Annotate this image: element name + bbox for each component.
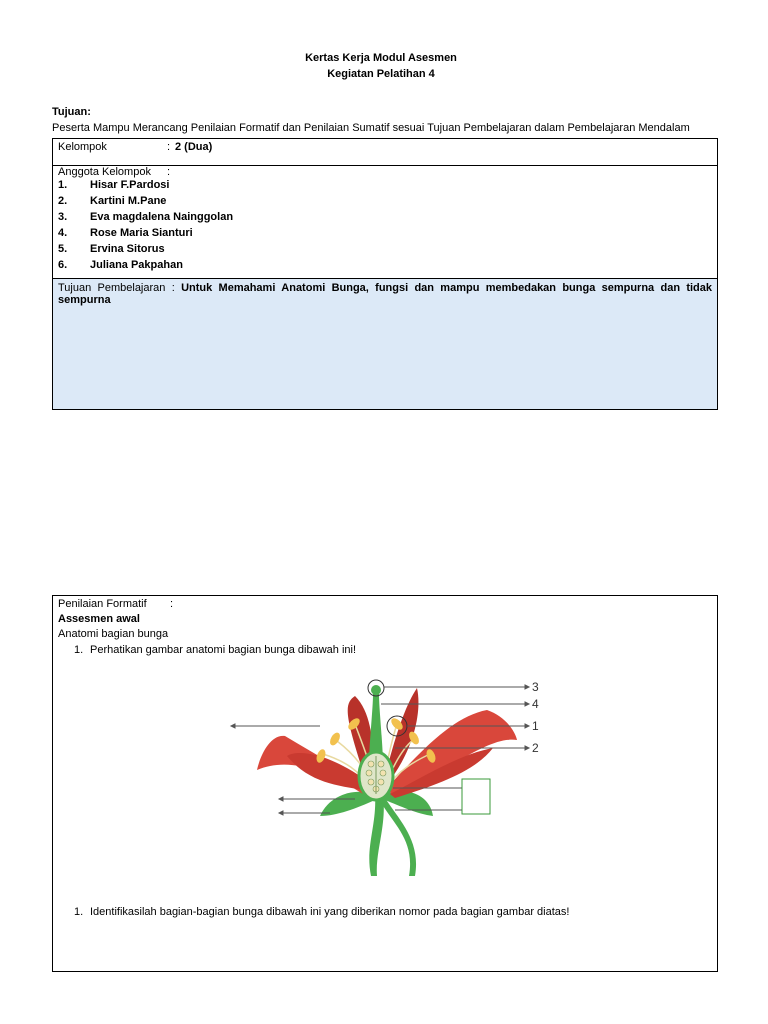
diagram-label: 2: [532, 741, 539, 755]
arrowhead-shape: [231, 724, 235, 728]
item-number: 1.: [74, 906, 84, 918]
ovule-shape: [366, 770, 372, 776]
assesmen-awal-heading: Assesmen awal: [58, 613, 140, 625]
tujuan-pembelajaran-value: Untuk Memahami Anatomi Bunga, fungsi dan mampu membedakan bunga sempurna dan tidak sempurna: [58, 282, 713, 306]
anggota-label: Anggota Kelompok: [58, 166, 151, 178]
kelompok-value: 2 (Dua): [175, 141, 213, 153]
item-text: Perhatikan gambar anatomi bagian bunga dibawah ini!: [90, 644, 357, 656]
member-name: Juliana Pakpahan: [90, 259, 183, 271]
kelompok-row: [53, 139, 717, 166]
member-number: 1.: [58, 179, 68, 191]
arrowhead-shape: [525, 702, 529, 706]
kelompok-colon: :: [167, 141, 171, 153]
anggota-colon: :: [167, 166, 171, 178]
ovule-shape: [380, 770, 386, 776]
arrowhead-shape: [525, 685, 529, 689]
arrowhead-shape: [279, 811, 283, 815]
anther-shape: [328, 731, 342, 747]
flower-anatomy-diagram: [225, 676, 555, 881]
anggota-row: [53, 166, 717, 279]
ovule-shape: [368, 761, 374, 767]
stem-shape: [369, 794, 384, 876]
arrowhead-shape: [525, 746, 529, 750]
tujuan-heading: Tujuan:: [52, 106, 91, 118]
arrowhead-shape: [525, 724, 529, 728]
diagram-label: 3: [532, 680, 539, 694]
member-name: Rose Maria Sianturi: [90, 227, 193, 239]
kelompok-label: Kelompok: [58, 141, 107, 153]
topic-text: Anatomi bagian bunga: [58, 628, 169, 640]
member-number: 4.: [58, 227, 68, 239]
arrowhead-shape: [279, 797, 283, 801]
ovule-shape: [378, 779, 384, 785]
member-name: Hisar F.Pardosi: [90, 179, 170, 191]
tujuan-pembelajaran-label: Tujuan Pembelajaran :: [58, 282, 175, 294]
item-number: 1.: [74, 644, 84, 656]
stigma-shape: [371, 685, 381, 695]
document-title: Kertas Kerja Modul Asesmen: [305, 52, 457, 64]
item-text: Identifikasilah bagian-bagian bunga dibawah ini yang diberikan nomor pada bagian gambar diatas!: [90, 906, 570, 918]
formatif-colon: :: [170, 598, 174, 610]
answer-box: [462, 779, 490, 814]
ovule-shape: [378, 761, 384, 767]
member-name: Kartini M.Pane: [90, 195, 167, 207]
diagram-label: 4: [532, 697, 539, 711]
diagram-label: 1: [532, 719, 539, 733]
member-name: Eva magdalena Nainggolan: [90, 211, 234, 223]
member-name: Ervina Sitorus: [90, 243, 165, 255]
member-number: 6.: [58, 259, 68, 271]
tujuan-pembelajaran-row: [53, 279, 717, 409]
tujuan-text: Peserta Mampu Merancang Penilaian Formatif dan Penilaian Sumatif sesuai Tujuan Pembelajaran dalam Pembelajaran Mendalam: [52, 122, 690, 134]
member-number: 2.: [58, 195, 68, 207]
ovule-shape: [368, 779, 374, 785]
member-number: 5.: [58, 243, 68, 255]
formatif-label: Penilaian Formatif: [58, 598, 147, 610]
member-number: 3.: [58, 211, 68, 223]
document-subtitle: Kegiatan Pelatihan 4: [327, 68, 435, 80]
group-info-table: [52, 138, 718, 410]
